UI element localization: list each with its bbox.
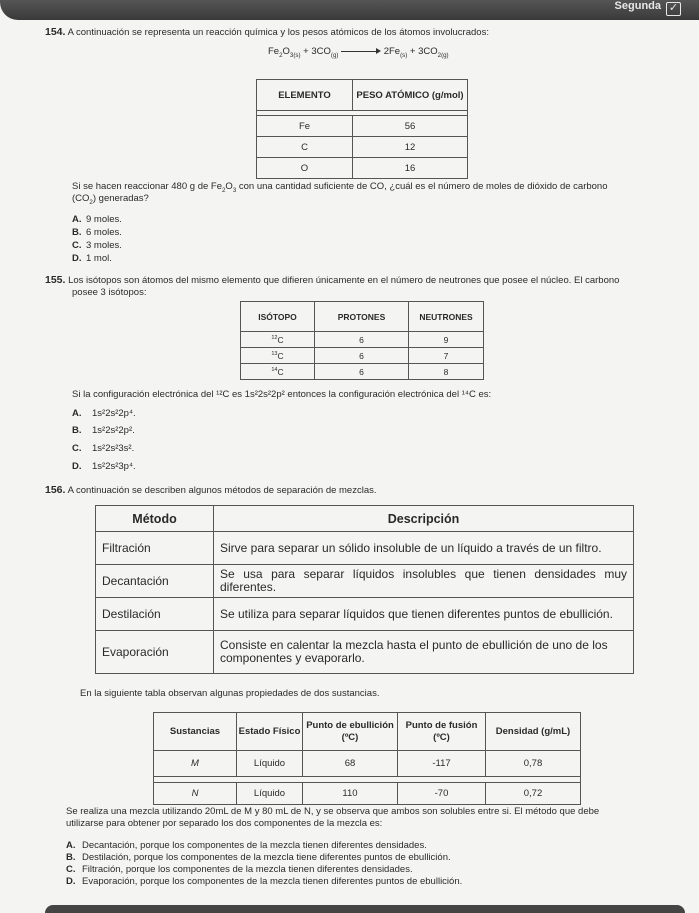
table-cell: 6	[315, 348, 409, 364]
table-cell: 12	[353, 137, 468, 158]
table-header: Punto de ebullición (ºC)	[303, 713, 398, 751]
answer-option-c[interactable]	[72, 443, 134, 454]
bottom-bar	[45, 905, 685, 913]
table-cell: Consiste en calentar la mezcla hasta el punto de ebullición de uno de los componentes y evaporarlo.	[214, 631, 634, 674]
option-letter: B.	[66, 852, 76, 863]
question-text: con una cantidad suficiente de CO, ¿cuál es el número de moles de dióxido de carbono	[236, 181, 608, 192]
table-cell: N	[154, 783, 237, 805]
table-cell: C	[257, 137, 353, 158]
question-156-text	[66, 806, 686, 830]
table-cell: Evaporación	[96, 631, 214, 674]
option-text: Decantación, porque los componentes de la mezcla tienen diferentes densidades.	[82, 840, 427, 851]
table-cell: Líquido	[237, 783, 303, 805]
isotope-symbol: C	[277, 366, 284, 377]
question-text: O	[225, 181, 233, 192]
table-cell: M	[154, 751, 237, 777]
answer-option-c[interactable]	[72, 240, 122, 251]
answer-option-a[interactable]	[72, 408, 136, 419]
table-header: Densidad (g/mL)	[486, 713, 581, 751]
table-cell: Se utiliza para separar líquidos que tienen diferentes puntos de ebullición.	[214, 598, 634, 631]
table-header: Método	[96, 506, 214, 532]
table-cell: 110	[303, 783, 398, 805]
table-cell: Decantación	[96, 565, 214, 598]
option-letter: D.	[72, 461, 82, 472]
reaction-sub: 2	[279, 51, 283, 59]
properties-intro: En la siguiente tabla observan algunas propiedades de dos sustancias.	[80, 688, 380, 699]
reaction-sub: 3(s)	[289, 51, 301, 59]
separation-methods-table	[95, 505, 634, 674]
option-text: Filtración, porque los componentes de la mezcla tienen diferentes densidades.	[82, 864, 413, 875]
option-text: 1s²2s²2p⁴.	[92, 408, 136, 419]
answer-option-a[interactable]	[66, 840, 427, 851]
question-text: A continuación se describen algunos métodos de separación de mezclas.	[67, 485, 377, 496]
table-header: ELEMENTO	[257, 80, 353, 111]
atomic-weight-table	[256, 79, 468, 179]
chemical-reaction	[268, 46, 449, 57]
table-cell: O	[257, 158, 353, 179]
checkbox-icon[interactable]: ✓	[666, 2, 681, 16]
option-text: 9 moles.	[86, 214, 122, 225]
option-letter: D.	[66, 876, 76, 887]
question-number: 156.	[45, 484, 66, 496]
table-cell: -70	[398, 783, 486, 805]
table-cell: Líquido	[237, 751, 303, 777]
isotope-mass: 13	[271, 350, 278, 357]
answer-option-a[interactable]	[72, 214, 122, 225]
table-cell: 6	[315, 364, 409, 380]
table-cell: 0,78	[486, 751, 581, 777]
substance-properties-table	[153, 712, 581, 805]
reaction-part: + 3CO	[303, 46, 331, 57]
isotope-mass: 14	[271, 366, 278, 373]
option-text: 3 moles.	[86, 240, 122, 251]
reaction-part: Fe	[268, 46, 280, 57]
answer-option-b[interactable]	[66, 852, 451, 863]
option-letter: B.	[72, 425, 82, 436]
option-letter: A.	[72, 408, 82, 419]
option-letter: A.	[72, 214, 82, 225]
option-letter: C.	[66, 864, 76, 875]
question-text: Los isótopos son átomos del mismo elemento que difieren únicamente en el número de neutrones que posee el núcleo. El carbono	[68, 275, 620, 286]
option-text: 1s²2s²2p².	[92, 425, 135, 436]
question-text: Se realiza una mezcla utilizando 20mL de M y 80 mL de N, y se observa que ambos son solubles entre si. El método que debe	[66, 806, 600, 817]
table-cell	[241, 332, 315, 348]
answer-option-b[interactable]	[72, 425, 135, 436]
question-number: 155.	[45, 274, 66, 286]
question-155-intro	[45, 274, 690, 299]
option-text: 1 mol.	[86, 253, 112, 264]
reaction-arrow	[341, 47, 381, 55]
question-text: utilizarse para obtener por separado los dos componentes de la mezcla es:	[66, 818, 383, 829]
option-letter: A.	[66, 840, 76, 851]
answer-option-d[interactable]	[72, 461, 136, 472]
table-cell	[241, 348, 315, 364]
table-header: ISÓTOPO	[241, 302, 315, 332]
answer-option-c[interactable]	[66, 864, 413, 875]
table-header: PROTONES	[315, 302, 409, 332]
question-154-text: Si se hacen reaccionar 480 g de $Fe_2O_3$ con una cantidad suficiente de CO, ¿cuál es el número de moles de dióxido de carbono $(CO_2)$ generadas?	[72, 181, 608, 206]
question-text: A continuación se representa un reacción química y los pesos atómicos de los átomos involucrados:	[67, 27, 489, 38]
option-text: Destilación, porque los componentes de la mezcla tiene diferentes puntos de ebullición.	[82, 852, 451, 863]
reaction-part: + 3CO	[409, 46, 438, 57]
table-cell: Destilación	[96, 598, 214, 631]
question-text: (CO	[72, 193, 90, 204]
table-header: PESO ATÓMICO (g/mol)	[353, 80, 468, 111]
question-text: posee 3 isótopos:	[72, 287, 147, 298]
table-cell: -117	[398, 751, 486, 777]
table-cell: 16	[353, 158, 468, 179]
reaction-part: O	[282, 46, 290, 57]
option-text: 1s²2s²3p⁴.	[92, 461, 136, 472]
reaction-sub: (g)	[330, 51, 339, 59]
table-header: Sustancias	[154, 713, 237, 751]
table-cell: 56	[353, 116, 468, 137]
reaction-part: 2Fe	[383, 46, 401, 57]
table-cell	[241, 364, 315, 380]
table-cell: Sirve para separar un sólido insoluble de un líquido a través de un filtro.	[214, 532, 634, 565]
table-header: NEUTRONES	[409, 302, 484, 332]
answer-option-d[interactable]	[72, 253, 112, 264]
question-156-intro	[45, 484, 377, 497]
table-header: Descripción	[214, 506, 634, 532]
option-letter: C.	[72, 240, 82, 251]
question-number: 154.	[45, 26, 66, 38]
question-154-intro	[45, 26, 489, 39]
table-header: Punto de fusión (ºC)	[398, 713, 486, 751]
isotope-mass: 12	[271, 334, 278, 341]
table-cell: Filtración	[96, 532, 214, 565]
reaction-sub: (s)	[400, 51, 408, 59]
table-cell: 0,72	[486, 783, 581, 805]
table-cell: 68	[303, 751, 398, 777]
table-cell: Se usa para separar líquidos insolubles que tienen densidades muy diferentes.	[214, 565, 634, 598]
table-cell: 6	[315, 332, 409, 348]
section-label: Segunda	[614, 0, 661, 12]
answer-option-d[interactable]	[66, 876, 462, 887]
reaction-sub: 2(g)	[437, 51, 449, 59]
question-text: Si se hacen reaccionar 480 g de Fe	[72, 181, 222, 192]
isotope-table	[240, 301, 484, 380]
option-text: 1s²2s²3s².	[92, 443, 135, 454]
option-letter: D.	[72, 253, 82, 264]
option-letter: C.	[72, 443, 82, 454]
table-cell: Fe	[257, 116, 353, 137]
table-cell: 9	[409, 332, 484, 348]
table-cell: 7	[409, 348, 484, 364]
question-text: ) generadas?	[92, 193, 149, 204]
top-header-bar	[0, 0, 699, 20]
answer-option-b[interactable]	[72, 227, 122, 238]
isotope-symbol: C	[277, 334, 284, 345]
isotope-symbol: C	[277, 350, 284, 361]
option-text: 6 moles.	[86, 227, 122, 238]
table-header: Estado Físico	[237, 713, 303, 751]
option-letter: B.	[72, 227, 82, 238]
option-text: Evaporación, porque los componentes de la mezcla tienen diferentes puntos de ebullición.	[82, 876, 463, 887]
table-cell: 8	[409, 364, 484, 380]
question-155-text: Si la configuración electrónica del ¹²C es 1s²2s²2p² entonces la configuración electrónica del ¹⁴C es:	[72, 389, 492, 400]
